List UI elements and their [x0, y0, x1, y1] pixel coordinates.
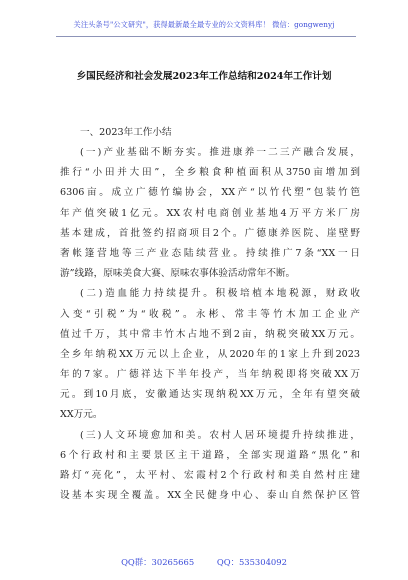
paragraph-3-line: 6个行政村和主要景区主干道路，全部实现道路“黑化”和 — [60, 449, 360, 461]
paragraph-1-line: 游”线路，原味美食大赛、原味农事体验活动常年不断。 — [60, 268, 296, 280]
footer-qq-number: QQ：535304092 — [216, 557, 287, 567]
paragraph-1-line: (一)产业基础不断夯实。推进康养一二三产融合发展， — [80, 147, 360, 158]
paragraph-3-line: 设基本实现全覆盖。XX全民健身中心、泰山自然保护区管 — [60, 490, 360, 502]
paragraph-2-line: 入变“引税”为“收税”。永彬、常丰等竹木加工企业产 — [60, 308, 360, 320]
paragraph-1-line: 基本建成，首批签约招商项目2个。广德康养医院、崖壁野 — [60, 227, 360, 239]
paragraph-2-line: 元。到10月底，安徽通达实现纳税XX万元，全年有望突破 — [60, 389, 360, 401]
paragraph-3-line: (三)人文环境愈加和美。农村人居环境提升持续推进， — [80, 429, 360, 441]
paragraph-1-line: 6306亩。成立广德竹编协会，XX产“以竹代塑”包装竹笆 — [60, 187, 360, 199]
footer-qq-group: QQ群：30265665 — [121, 557, 195, 567]
paragraph-3-line: 路灯“亮化”，太平村、宏霞村2个行政村和美自然村庄建 — [60, 470, 360, 481]
document-title: 乡国民经济和社会发展2023年工作总结和2024年工作计划 — [76, 71, 332, 82]
paragraph-2-line: 年的7家。广德祥达下半年投产，当年纳税即将突破XX万 — [60, 369, 360, 381]
paragraph-1-line: 推行“小田并大田”，全乡粮食种植面积从3750亩增加到 — [60, 167, 360, 179]
header-banner: 关注头条号"公文研究"，获得最新最全最专业的公文资料库！ 微信：gongwenyj — [73, 20, 335, 29]
footer-contact — [0, 556, 408, 568]
paragraph-2-line: XX万元。 — [60, 409, 103, 421]
section-heading: 一、2023年工作小结 — [80, 127, 172, 138]
header-divider — [56, 36, 356, 37]
paragraph-2-line: 全乡年纳税XX万元以上企业，从2020年的1家上升到2023 — [60, 348, 360, 360]
paragraph-2-line: (二)造血能力持续提升。积极培植本地税源，财政收 — [80, 288, 360, 300]
paragraph-1-line: 年产值突破1亿元。XX农村电商创业基地4万平方米厂房 — [60, 207, 360, 219]
paragraph-1-line: 奢帐篷营地等三产业态陆续营业。持续推广7条“XX一日 — [60, 247, 360, 259]
document-body — [60, 143, 360, 506]
paragraph-2-line: 值过千万，其中常丰竹木占地不到2亩，纳税突破XX万元。 — [60, 328, 360, 340]
